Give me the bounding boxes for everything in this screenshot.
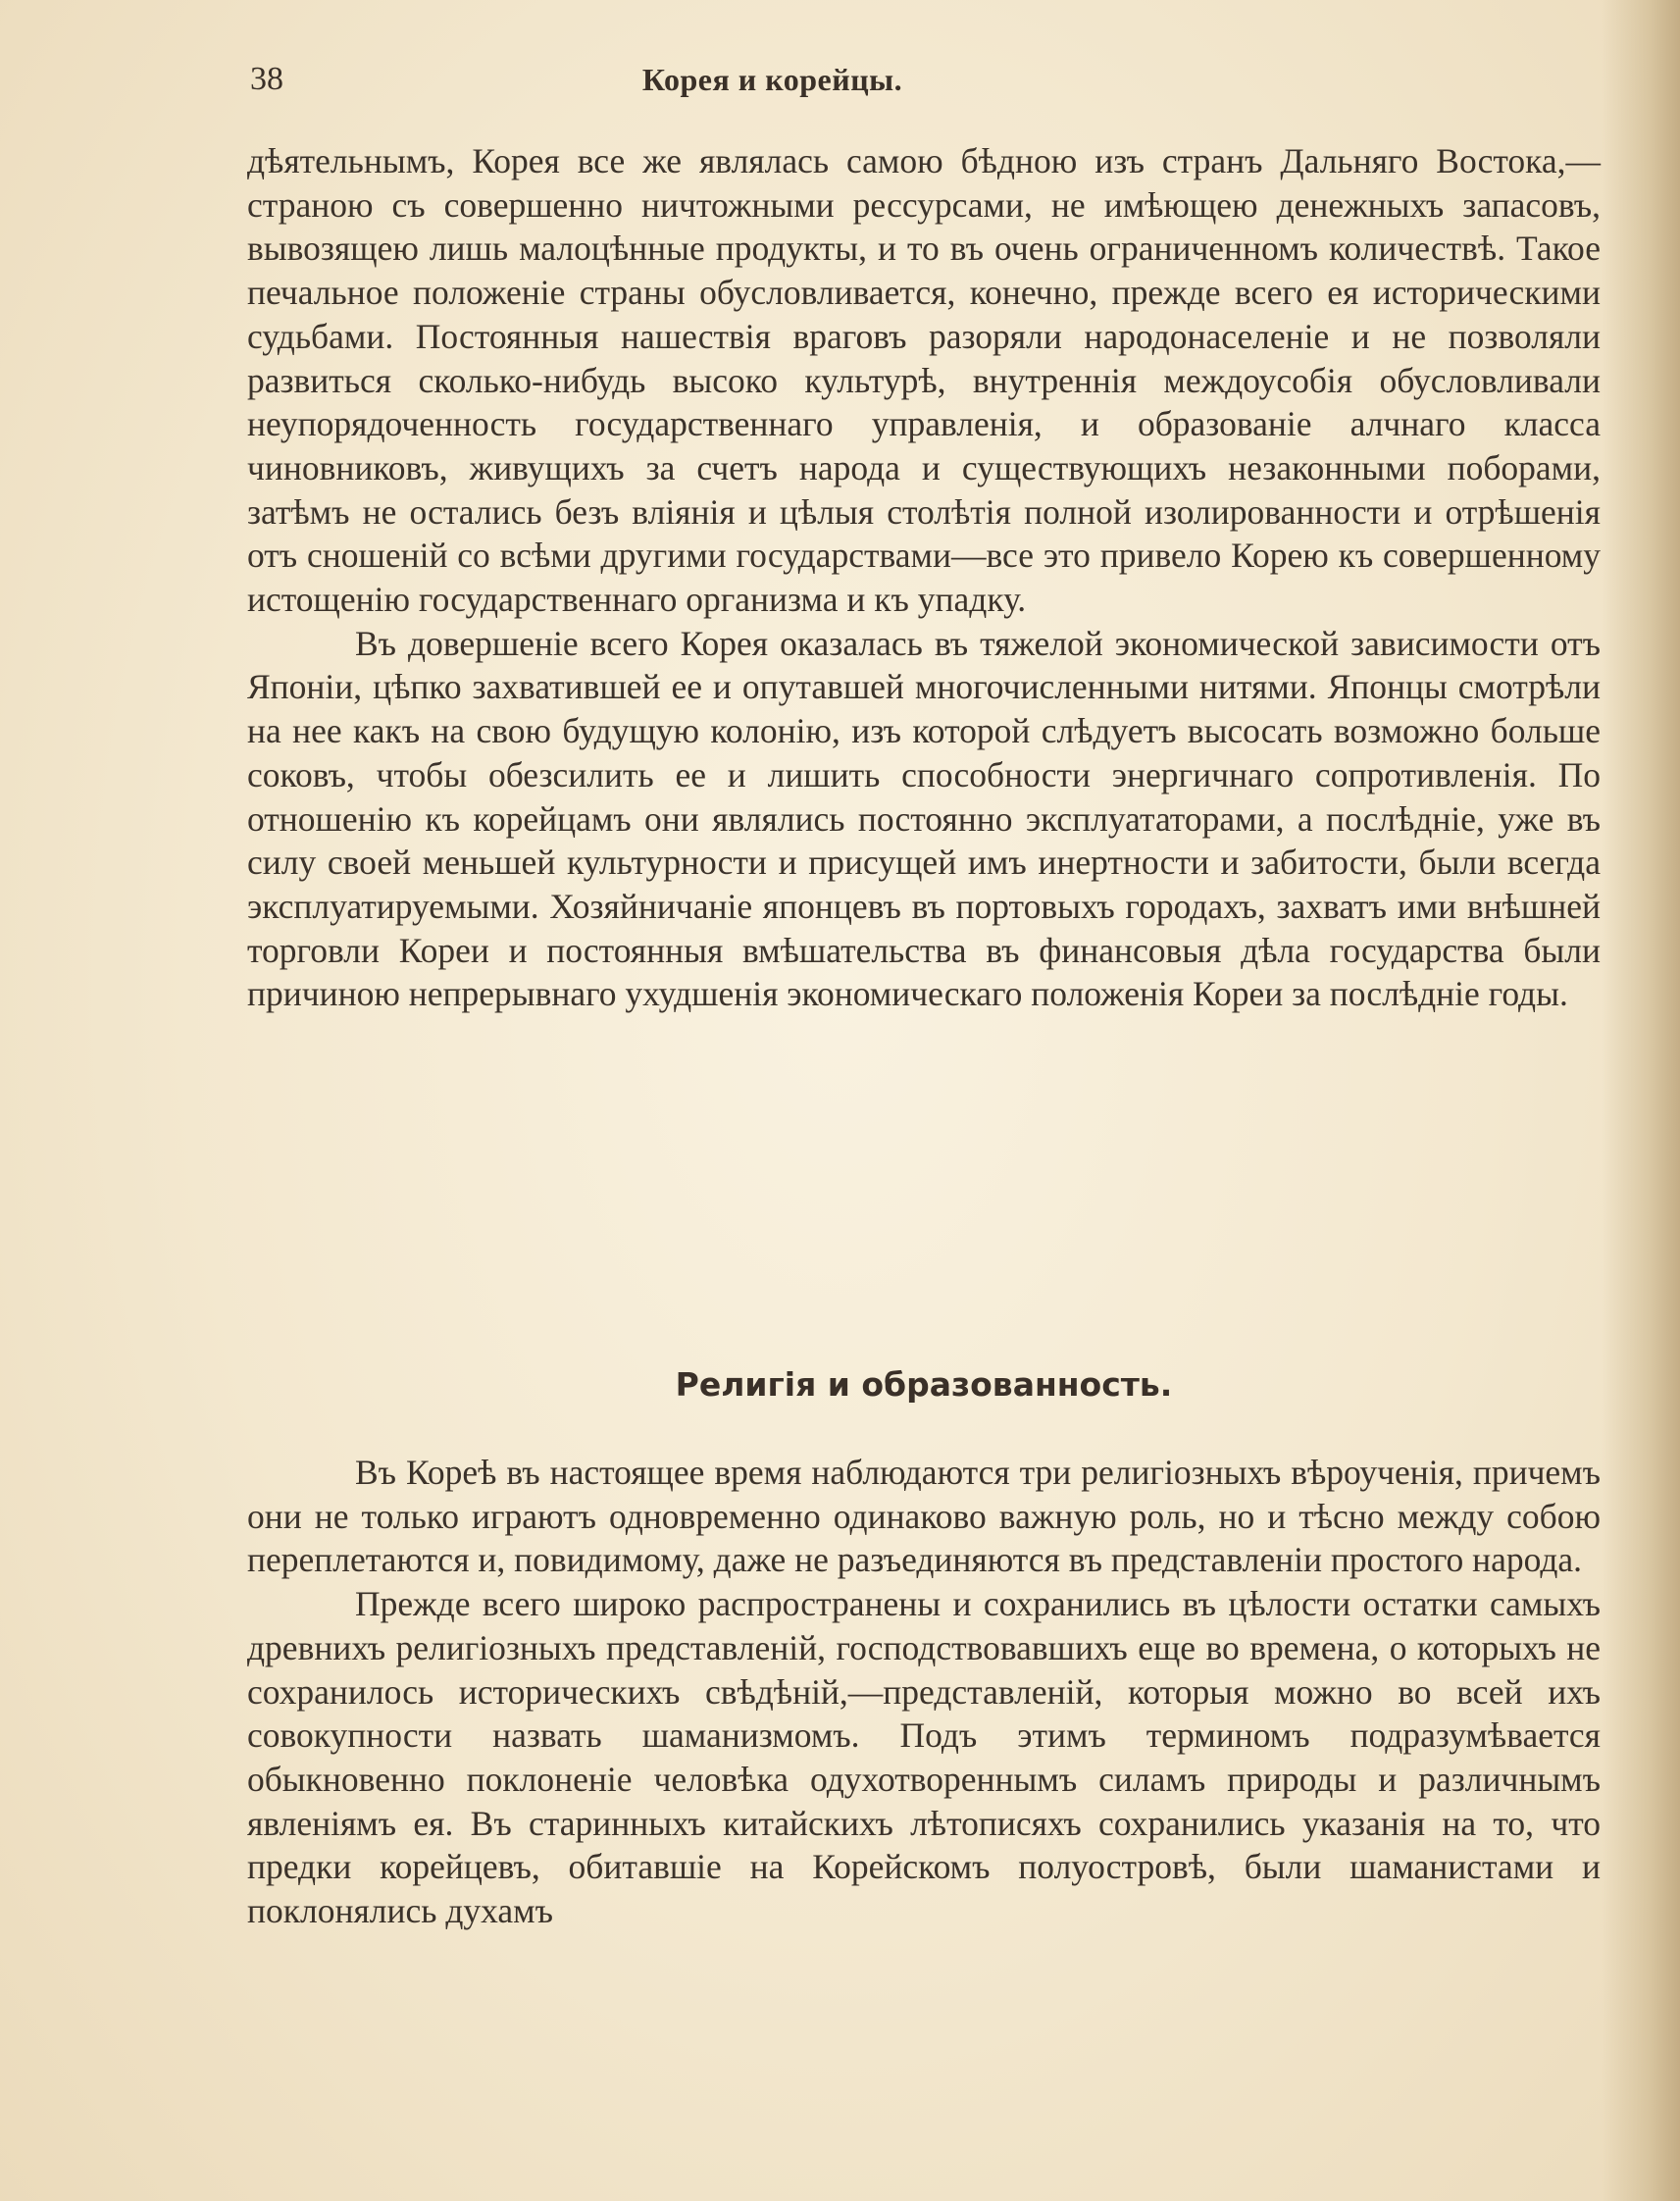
page-number: 38 [250, 61, 283, 97]
section-heading: Религія и образованность. [675, 1365, 1173, 1404]
paragraph: Въ Кореѣ въ настоящее время наблюдаются три религіозныхъ вѣроученія, причемъ они не только играютъ одновременно одинаково важную роль, но и тѣсно между собою переплетаются и, повидимому, даже не разъединяются въ представленіи простого народа. [247, 1453, 1601, 1580]
paragraph: Въ довершеніе всего Корея оказалась въ тяжелой экономической зависимости отъ Японіи, цѣпко захватившей ее и опутавшей многочисленными нитями. Японцы смотрѣли на нее какъ на свою будущую колонію, изъ которой слѣдуетъ высосать возможно больше соковъ, чтобы обезсилить ее и лишить способности энергичнаго сопротивленія. По отношенію къ корейцамъ они являлись постоянно эксплуататорами, а послѣдніе, уже въ силу своей меньшей культурности и присущей имъ инертности и забитости, были всегда эксплуатируемыми. Хозяйничаніе японцевъ въ портовыхъ городахъ, захватъ ими внѣшней торговли Кореи и постоянныя вмѣшательства въ финансовыя дѣла государства были причиною непрерывнаго ухудшенія экономическаго положенія Кореи за послѣдніе годы. [247, 623, 1601, 1014]
page-header [250, 57, 1599, 102]
page-edge-shadow [1602, 0, 1680, 2201]
body-text-section-2 [247, 1451, 1601, 1933]
paragraph: Прежде всего широко распространены и сохранились въ цѣлости остатки самыхъ древнихъ религіозныхъ представленій, господствовавшихъ еще во времена, о которыхъ не сохранилось историческихъ свѣдѣній,—представленій, которыя можно во всей ихъ совокупности назвать шаманизмомъ. Подъ этимъ терминомъ подразумѣвается обыкновенно поклоненіе человѣка одухотвореннымъ силамъ природы и различнымъ явленіямъ ея. Въ старинныхъ китайскихъ лѣтописяхъ сохранились указанія на то, что предки корейцевъ, обитавшіе на Корейскомъ полуостровѣ, были шаманистами и поклонялись духамъ [247, 1584, 1601, 1931]
body-text-section-1 [247, 139, 1601, 1016]
paragraph: дѣятельнымъ, Корея все же являлась самою бѣдною изъ странъ Дальняго Востока,—страною съ совершенно ничтожными рессурсами, не имѣющею денежныхъ запасовъ, вывозящею лишь малоцѣнные продукты, и то въ очень ограниченномъ количествѣ. Такое печальное положеніе страны обусловливается, конечно, прежде всего ея историческими судьбами. Постоянныя нашествія враговъ разоряли народонаселеніе и не позволяли развиться сколько-нибудь высоко культурѣ, внутреннія междоусобія обусловливали неупорядоченность государственнаго управленія, и образованіе алчнаго класса чиновниковъ, живущихъ за счетъ народа и существующихъ незаконными поборами, затѣмъ не остались безъ вліянія и цѣлыя столѣтія полной изолированности и отрѣшенія отъ сношеній со всѣми другими государствами—все это привело Корею къ совершенному истощенію государственнаго организма и къ упадку. [247, 141, 1601, 620]
running-title: Корея и корейцы. [641, 62, 903, 97]
